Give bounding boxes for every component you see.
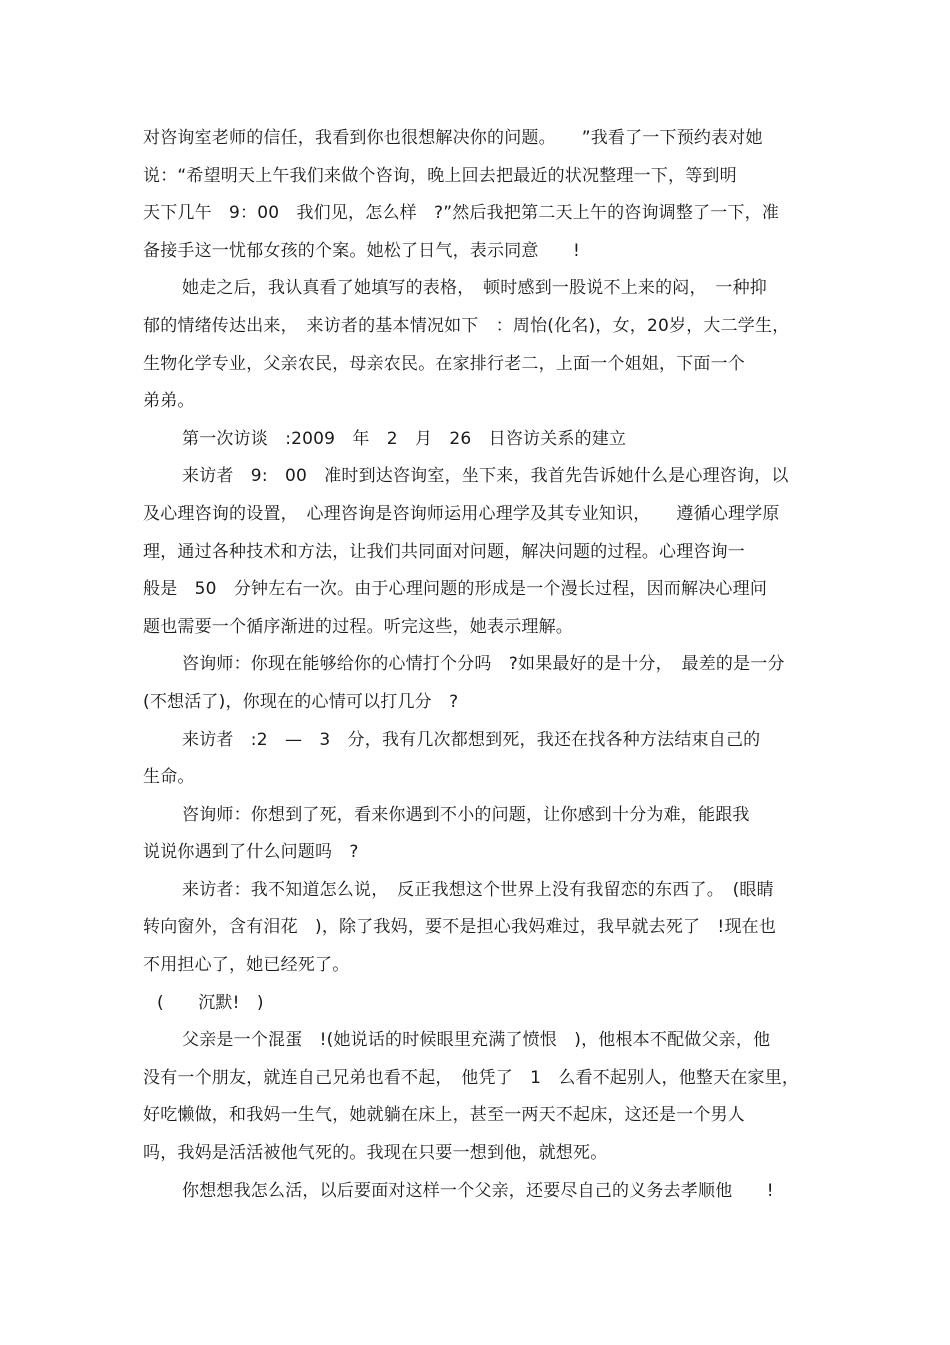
- text-line: 吗，我妈是活活被他气死的。我现在只要一想到他，就想死。: [143, 1143, 608, 1164]
- paragraph-start-line: 她走之后，我认真看了她填写的表格， 顿时感到一股说不上来的闷， 一种抑: [182, 278, 767, 299]
- paragraph-start-line: 来访者 9: 00 准时到达咨询室，坐下来，我首先告诉她什么是心理咨询，以: [182, 466, 789, 487]
- text-line: 般是 50 分钟左右一次。由于心理问题的形成是一个漫长过程，因而解决心理问: [143, 579, 768, 600]
- text-line: 生物化学专业，父亲农民，母亲农民。在家排行老二，上面一个姐姐，下面一个: [143, 353, 745, 374]
- silence-note: ( 沉默! ): [157, 992, 264, 1013]
- text-line: 好吃懒做，和我妈一生气，她就躺在床上，甚至一两天不起床，这还是一个男人: [143, 1105, 745, 1126]
- document-body: [143, 120, 808, 1210]
- text-line: 说：“希望明天上午我们来做个咨询，晚上回去把最近的状况整理一下，等到明: [143, 165, 737, 186]
- text-line: 理，通过各种技术和方法，让我们共同面对问题，解决问题的过程。心理咨询一: [143, 541, 745, 562]
- text-line: 不用担心了，她已经死了。: [143, 955, 350, 976]
- text-line: 题也需要一个循序渐进的过程。听完这些，她表示理解。: [143, 616, 573, 637]
- client-line: 来访者：我不知道怎么说， 反正我想这个世界上没有我留恋的东西了。 (眼睛: [182, 879, 774, 900]
- text-line: 备接手这一忧郁女孩的个案。她松了日气，表示同意 !: [143, 240, 581, 261]
- text-line: 及心理咨询的设置， 心理咨询是咨询师运用心理学及其专业知识， 遵循心理学原: [143, 503, 780, 524]
- paragraph-start-line: 父亲是一个混蛋 !(她说话的时候眼里充满了愤恨 )，他根本不配做父亲，他: [182, 1030, 771, 1051]
- text-line: 天下几午 9：00 我们见，怎么样 ?”然后我把第二天上午的咨询调整了一下，准: [143, 203, 780, 224]
- text-line: 没有一个朋友，就连自己兄弟也看不起， 他凭了 1 么看不起别人，他整天在家里，: [143, 1067, 800, 1088]
- session-heading: 第一次访谈 :2009 年 2 月 26 日咨访关系的建立: [182, 428, 627, 449]
- text-line: (不想活了)，你现在的心情可以打几分 ?: [143, 691, 459, 712]
- text-line: 说说你遇到了什么问题吗 ?: [143, 842, 359, 863]
- text-line: 转向窗外，含有泪花 )，除了我妈，要不是担心我妈难过，我早就去死了 !现在也: [143, 917, 777, 938]
- text-line: 郁的情绪传达出来， 来访者的基本情况如下 ：周怡(化名)，女，20岁，大二学生，: [143, 315, 790, 336]
- text-line: 生命。: [143, 767, 195, 788]
- paragraph-start-line: 你想想我怎么活，以后要面对这样一个父亲，还要尽自己的义务去孝顺他 !: [182, 1180, 774, 1201]
- text-line: 弟弟。: [143, 391, 195, 412]
- text-line: 对咨询室老师的信任，我看到你也很想解决你的问题。 ”我看了一下预约表对她: [143, 128, 763, 148]
- counselor-line: 咨询师：你现在能够给你的心情打个分吗 ?如果最好的是十分， 最差的是一分: [182, 654, 785, 675]
- client-line: 来访者 :2 — 3 分，我有几次都想到死，我还在找各种方法结束自己的: [182, 729, 761, 750]
- counselor-line: 咨询师：你想到了死，看来你遇到不小的问题，让你感到十分为难，能跟我: [182, 804, 750, 825]
